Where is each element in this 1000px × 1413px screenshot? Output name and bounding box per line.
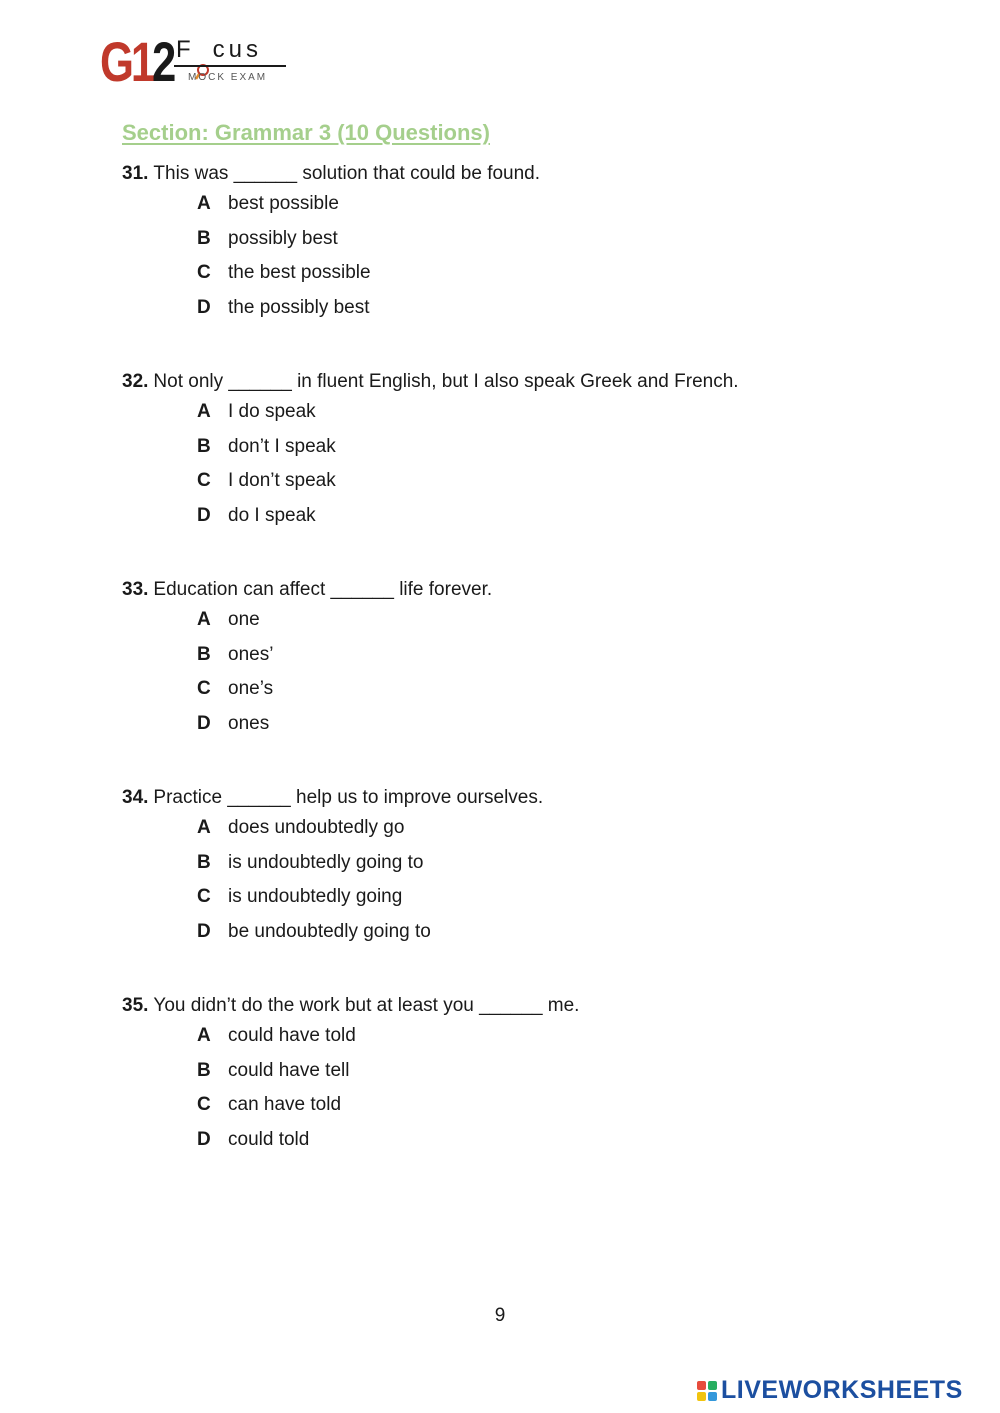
option-letter: D: [197, 921, 211, 943]
option-text: can have told: [228, 1094, 342, 1116]
option-text: could have told: [228, 1025, 356, 1046]
option-letter: C: [197, 1094, 211, 1116]
question-number: 33.: [122, 579, 149, 600]
question-32: [122, 367, 902, 536]
answer-option[interactable]: [122, 293, 902, 328]
option-text: don’t I speak: [228, 435, 336, 457]
answer-option[interactable]: [122, 848, 902, 883]
option-text: one: [228, 609, 260, 630]
answer-option[interactable]: [122, 189, 902, 224]
option-letter: C: [197, 886, 211, 908]
logo-g12: G12: [100, 30, 174, 93]
question-number: 32.: [122, 371, 149, 392]
option-letter: A: [197, 817, 211, 838]
option-letter: B: [197, 435, 211, 457]
option-letter: D: [197, 297, 211, 319]
answer-option[interactable]: [122, 258, 902, 293]
answer-option[interactable]: [122, 1090, 902, 1125]
answer-option[interactable]: [122, 466, 902, 501]
answer-option[interactable]: [122, 397, 902, 432]
option-text: the best possible: [228, 262, 371, 284]
answer-option[interactable]: [122, 432, 902, 467]
answer-option[interactable]: [122, 640, 902, 675]
option-letter: D: [197, 713, 211, 735]
option-letter: D: [197, 1129, 211, 1151]
option-text: the possibly best: [228, 297, 370, 319]
option-letter: A: [197, 401, 211, 422]
option-text: ones’: [228, 643, 274, 665]
option-text: ones: [228, 713, 270, 735]
logo-focus-word: F cus: [176, 36, 262, 64]
question-stem: [122, 991, 902, 1021]
answer-option[interactable]: [122, 709, 902, 744]
option-letter: D: [197, 505, 211, 527]
liveworksheets-icon: [697, 1381, 717, 1401]
option-text: best possible: [228, 193, 339, 214]
option-text: is undoubtedly going: [228, 886, 403, 908]
section-title: Section: Grammar 3 (10 Questions): [122, 120, 490, 145]
answer-option[interactable]: [122, 1125, 902, 1160]
answer-option[interactable]: [122, 605, 902, 640]
option-letter: B: [197, 643, 211, 665]
question-stem: [122, 575, 902, 605]
watermark-text: LIVEWORKSHEETS: [721, 1376, 963, 1404]
question-33: [122, 575, 902, 744]
option-text: could have tell: [228, 1059, 350, 1081]
logo-subtitle: MOCK EXAM: [188, 72, 268, 83]
answer-option[interactable]: [122, 224, 902, 259]
option-text: be undoubtedly going to: [228, 921, 431, 943]
option-letter: B: [197, 851, 211, 873]
answer-option[interactable]: [122, 813, 902, 848]
option-letter: A: [197, 193, 211, 214]
question-stem: [122, 159, 902, 189]
answer-option[interactable]: [122, 1021, 902, 1056]
question-stem: [122, 783, 902, 813]
option-text: does undoubtedly go: [228, 817, 405, 838]
question-31: [122, 159, 902, 328]
question-number: 34.: [122, 787, 149, 808]
option-text: I do speak: [228, 401, 316, 422]
answer-option[interactable]: [122, 501, 902, 536]
question-text: You didn’t do the work but at least you ______ me.: [153, 995, 580, 1016]
question-34: [122, 783, 902, 952]
answer-option[interactable]: [122, 882, 902, 917]
option-letter: C: [197, 470, 211, 492]
question-stem: [122, 367, 902, 397]
liveworksheets-watermark: [697, 1376, 963, 1405]
g12-focus-logo: [100, 30, 290, 93]
option-text: do I speak: [228, 505, 316, 527]
option-letter: B: [197, 1059, 211, 1081]
option-letter: A: [197, 1025, 211, 1046]
question-number: 31.: [122, 163, 149, 184]
question-number: 35.: [122, 995, 149, 1016]
logo-rule: [174, 65, 286, 67]
option-text: I don’t speak: [228, 470, 336, 492]
option-letter: B: [197, 227, 211, 249]
option-letter: C: [197, 678, 211, 700]
option-text: is undoubtedly going to: [228, 851, 424, 873]
answer-option[interactable]: [122, 917, 902, 952]
page-number: 9: [494, 1305, 506, 1326]
question-text: Not only ______ in fluent English, but I also speak Greek and French.: [153, 371, 739, 392]
option-letter: A: [197, 609, 211, 630]
answer-option[interactable]: [122, 1056, 902, 1091]
answer-option[interactable]: [122, 674, 902, 709]
question-text: Practice ______ help us to improve ourselves.: [153, 787, 544, 808]
question-text: This was ______ solution that could be found.: [153, 163, 541, 184]
question-text: Education can affect ______ life forever.: [153, 579, 493, 600]
option-text: could told: [228, 1129, 310, 1151]
option-text: one’s: [228, 678, 274, 700]
option-text: possibly best: [228, 227, 338, 249]
option-letter: C: [197, 262, 211, 284]
question-35: [122, 991, 902, 1160]
